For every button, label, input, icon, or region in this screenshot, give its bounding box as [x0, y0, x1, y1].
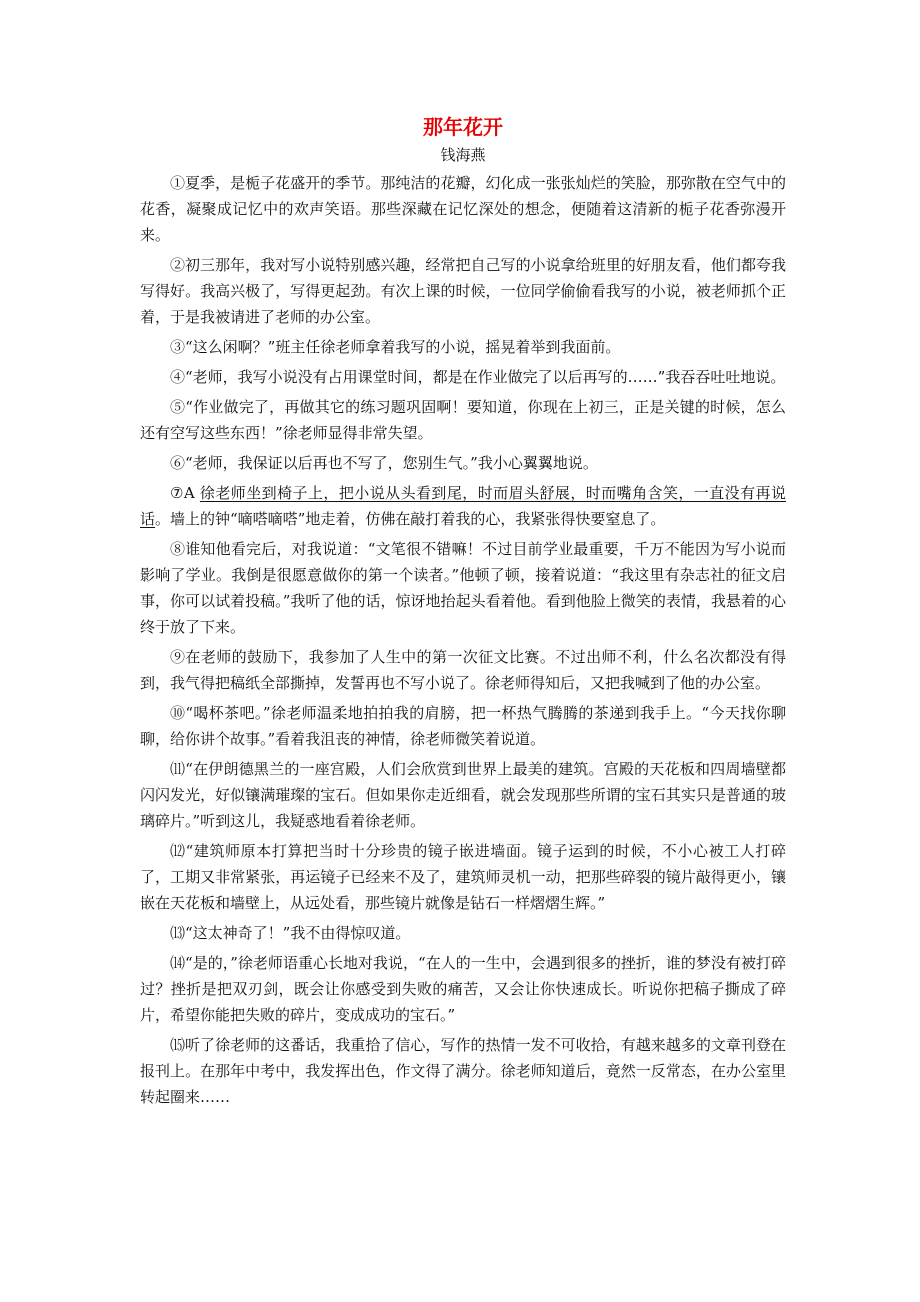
paragraph-7-rest: 。墙上的钟“嘀嗒嘀嗒”地走着，仿佛在敲打着我的心，我紧张得快要窒息了。: [155, 510, 666, 528]
document-page: [140, 112, 786, 1114]
paragraph-5: ⑤“作业做完了，再做其它的练习题巩固啊！要知道，你现在上初三，正是关键的时候，怎么还有空写这些东西！”徐老师显得非常失望。: [140, 398, 786, 442]
paragraph-6: ⑥“老师，我保证以后再也不写了，您别生气。”我小心翼翼地说。: [170, 454, 598, 472]
paragraph-7-underlined-sentence: 徐老师坐到椅子上，把小说从头看到尾，时而眉头舒展，时而嘴角含笑，一直没有再说话: [140, 484, 786, 528]
paragraph-10: ⑩“喝杯茶吧。”徐老师温柔地拍拍我的肩膀，把一杯热气腾腾的茶递到我手上。“今天找你聊聊，给你讲个故事。”看着我沮丧的神情，徐老师微笑着说道。: [140, 704, 786, 748]
paragraph-3: ③“这么闲啊？”班主任徐老师拿着我写的小说，摇晃着举到我面前。: [170, 338, 621, 356]
paragraph-13: ⒀“这太神奇了！”我不由得惊叹道。: [170, 924, 411, 942]
paragraph-2: ②初三那年，我对写小说特别感兴趣，经常把自己写的小说拿给班里的好朋友看，他们都夸我写得好。我高兴极了，写得更起劲。有次上课的时候，一位同学偷偷看我写的小说，被老师抓个正着，于是我被请进了老师的办公室。: [140, 256, 786, 326]
article-author: 钱海燕: [440, 146, 486, 164]
paragraph-12: ⑿“建筑师原本打算把当时十分珍贵的镜子嵌进墙面。镜子运到的时候，不小心被工人打碎了，工期又非常紧张，再运镜子已经来不及了，建筑师灵机一动，把那些碎裂的镜片敲得更小，镶嵌在天花板和墙壁上，从远处看，那些镜片就像是钻石一样熠熠生辉。”: [140, 842, 786, 912]
paragraph-14: ⒁“是的，”徐老师语重心长地对我说，“在人的一生中，会遇到很多的挫折，谁的梦没有被打碎过？挫折是把双刃剑，既会让你感受到失败的痛苦，又会让你快速成长。听说你把稿子撕成了碎片，希望你能把失败的碎片，变成成功的宝石。”: [140, 954, 786, 1024]
paragraph-7: [140, 480, 786, 532]
paragraph-4: ④“老师，我写小说没有占用课堂时间，都是在作业做完了以后再写的……”我吞吞吐吐地说。: [170, 368, 786, 386]
paragraph-15: ⒂听了徐老师的这番话，我重拾了信心，写作的热情一发不可收拾，有越来越多的文章刊登在报刊上。在那年中考中，我发挥出色，作文得了满分。徐老师知道后，竟然一反常态，在办公室里转起圈来……: [140, 1036, 786, 1106]
paragraph-9: ⑨在老师的鼓励下，我参加了人生中的第一次征文比赛。不过出师不利，什么名次都没有得到，我气得把稿纸全部撕掉，发誓再也不写小说了。徐老师得知后，又把我喊到了他的办公室。: [140, 648, 786, 692]
paragraph-11: ⑾“在伊朗德黑兰的一座宫殿，人们会欣赏到世界上最美的建筑。宫殿的天花板和四周墙壁都闪闪发光，好似镶满璀璨的宝石。但如果你走近细看，就会发现那些所谓的宝石其实只是普通的玻璃碎片。”听到这儿，我疑惑地看着徐老师。: [140, 760, 786, 830]
paragraph-7-marker: ⑦A: [170, 484, 200, 502]
paragraph-8: ⑧谁知他看完后，对我说道：“文笔很不错嘛！不过目前学业最重要，千万不能因为写小说而影响了学业。我倒是很愿意做你的第一个读者。”他顿了顿，接着说道：“我这里有杂志社的征文启事，你可以试着投稿。”我听了他的话，惊讶地抬起头看着他。看到他脸上微笑的表情，我悬着的心终于放了下来。: [140, 540, 786, 636]
paragraph-1: ①夏季，是栀子花盛开的季节。那纯洁的花瓣，幻化成一张张灿烂的笑脸，那弥散在空气中的花香，凝聚成记忆中的欢声笑语。那些深藏在记忆深处的想念，便随着这清新的栀子花香弥漫开来。: [140, 174, 786, 244]
article-title: 那年花开: [423, 115, 503, 139]
